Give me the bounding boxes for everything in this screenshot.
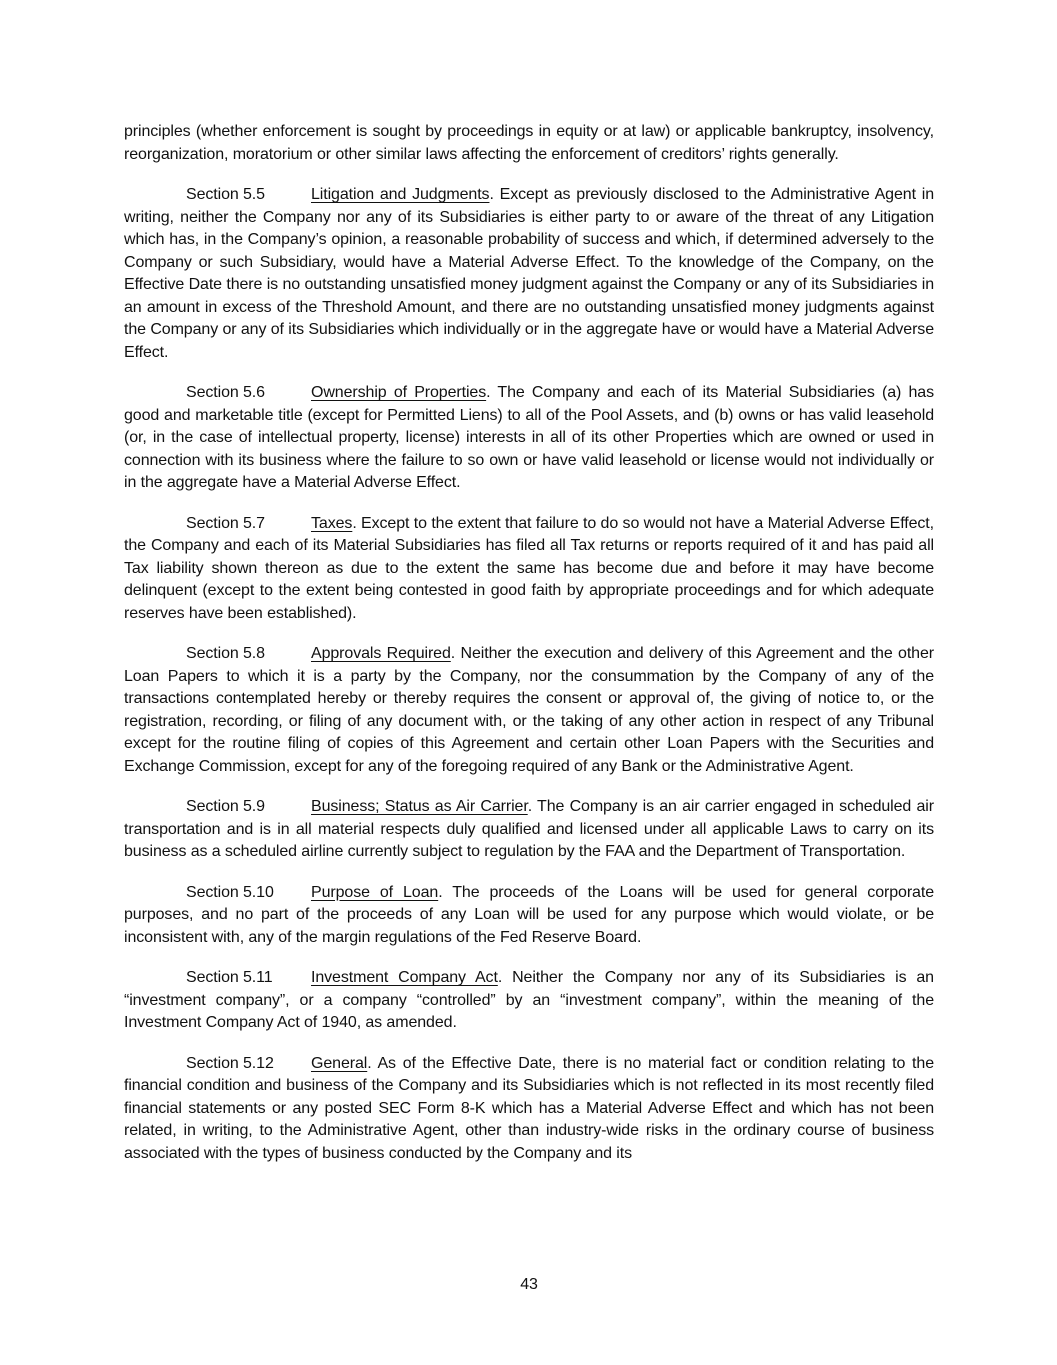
paragraph-text: . Except as previously disclosed to the Administrative Agent in writing, neither the Company nor any of its Subsidiaries is either party to or aware of the threat of any Litigation which has, in the Company’s opinion, a reasonable probability of success and which, if determined adversely to the Company or such Subsidiary, would have a Material Adverse Effect. To the knowledge of the Company, on the Effective Date there is no outstanding unsatisfied money judgment against the Company or any of its Subsidiaries in an amount in excess of the Threshold Amount, and there are no outstanding unsatisfied money judgments against the Company or any of its Subsidiaries which individually or in the aggregate have or would have a Material Adverse Effect.	[124, 186, 934, 361]
paragraph-text: principles (whether enforcement is sought by proceedings in equity or at law) or applicable bankruptcy, insolvency, reorganization, moratorium or other similar laws affecting the enforcement of creditors’ rights generally.	[124, 123, 934, 163]
section-paragraph-5-12	[124, 1053, 934, 1166]
paragraph-text: . Neither the Company nor any of its Subsidiaries is an “investment company”, or a company “controlled” by an “investment company”, within the meaning of the Investment Company Act of 1940, as amended.	[124, 969, 934, 1031]
section-label: Section 5.6	[186, 384, 265, 401]
section-heading: Approvals Required	[311, 645, 451, 662]
section-label: Section 5.11	[186, 969, 273, 986]
document-text-block	[124, 121, 934, 1183]
section-label: Section 5.12	[186, 1054, 274, 1072]
paragraph-text: . The proceeds of the Loans will be used for general corporate purposes, and no part of the proceeds of any Loan will be used for any purpose which would violate, or be inconsistent with, any of the margin regulations of the Fed Reserve Board.	[124, 883, 934, 946]
paragraph-continuation	[124, 121, 934, 166]
section-paragraph-5-7	[124, 513, 934, 626]
section-heading: Purpose of Loan	[311, 883, 439, 901]
section-paragraph-5-11	[124, 967, 934, 1035]
section-heading: Ownership of Properties	[311, 384, 487, 401]
section-paragraph-5-5	[124, 184, 934, 364]
section-label: Section 5.5	[186, 186, 265, 203]
section-label: Section 5.9	[186, 798, 265, 815]
section-label: Section 5.10	[186, 883, 274, 901]
section-paragraph-5-9	[124, 796, 934, 864]
section-paragraph-5-8	[124, 643, 934, 778]
paragraph-text: . As of the Effective Date, there is no material fact or condition relating to the financial condition and business of the Company and its Subsidiaries which is not reflected in its most recently filed financial statements or any posted SEC Form 8-K which has a Material Adverse Effect and which has not been related, in writing, to the Administrative Agent, other than industry-wide risks in the ordinary course of business associated with the types of business conducted by the Company and its	[124, 1054, 934, 1162]
paragraph-text: . The Company is an air carrier engaged in scheduled air transportation and is in all material respects duly qualified and licensed under all applicable Laws to carry on its business as a scheduled airline currently subject to regulation by the FAA and the Department of Transportation.	[124, 798, 934, 860]
section-paragraph-5-6	[124, 382, 934, 495]
page-number: 43	[520, 1276, 538, 1293]
section-paragraph-5-10	[124, 882, 934, 950]
paragraph-text: . The Company and each of its Material Subsidiaries (a) has good and marketable title (except for Permitted Liens) to all of the Pool Assets, and (b) owns or has valid leasehold (or, in the case of intellectual property, license) interests in all of its other Properties which are owned or used in connection with its business where the failure to so own or have valid leasehold or license would not individually or in the aggregate have a Material Adverse Effect.	[124, 384, 934, 491]
section-heading: Taxes	[311, 514, 353, 532]
paragraph-text: . Neither the execution and delivery of this Agreement and the other Loan Papers to which it is a party by the Company, nor the consummation by the Company of any of the transactions contemplated hereby or thereby requires the consent or approval of, the giving of notice to, or the registration, recording, or filing of any document with, or the taking of any other action in respect of any Tribunal except for the routine filing of copies of this Agreement and certain other Loan Papers with the Securities and Exchange Commission, except for any of the foregoing required of any Bank or the Administrative Agent.	[124, 645, 934, 775]
paragraph-text: . Except to the extent that failure to do so would not have a Material Adverse Effect, the Company and each of its Material Subsidiaries has filed all Tax returns or reports required of it and has paid all Tax liability shown thereon as due to the extent the same has become due and before it may have become delinquent (except to the extent being contested in good faith by appropriate proceedings and for which adequate reserves have been established).	[124, 514, 934, 622]
section-heading: General	[311, 1054, 368, 1072]
section-heading: Litigation and Judgments	[311, 186, 490, 203]
section-heading: Investment Company Act	[311, 969, 498, 986]
section-heading: Business; Status as Air Carrier	[311, 798, 528, 815]
section-label: Section 5.7	[186, 514, 265, 532]
section-label: Section 5.8	[186, 645, 265, 662]
